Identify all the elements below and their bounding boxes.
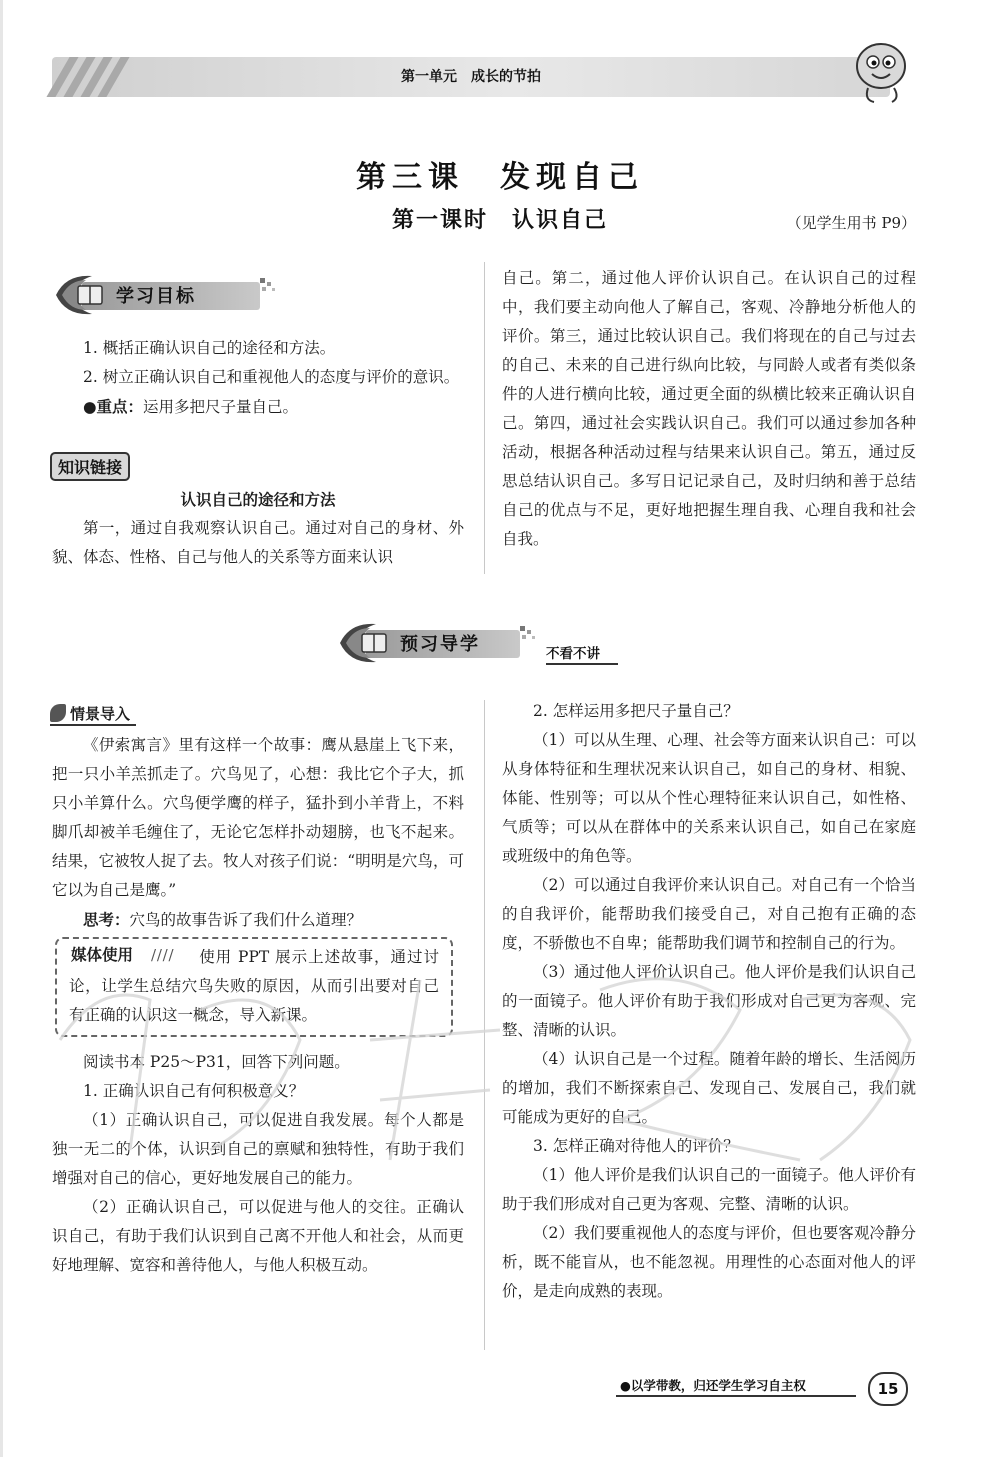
lesson-title: 第三课 发现自己 bbox=[356, 160, 644, 195]
banner-dots-icon bbox=[260, 278, 278, 296]
objectives-list bbox=[52, 334, 464, 422]
student-book-reference: （见学生用书 P9） bbox=[786, 214, 916, 232]
key-point bbox=[52, 392, 464, 422]
scene-intro-label: 情景导入 bbox=[70, 705, 131, 723]
answer-1-1: （1）正确认识自己，可以促进自我发展。每个人都是独一无二的个体，认识到自己的禀赋和独特性，有助于我们增强对自己的信心，更好地发展自己的能力。 bbox=[52, 1111, 464, 1187]
running-header bbox=[52, 57, 890, 97]
footer-rule bbox=[616, 1395, 856, 1397]
preview-banner-label: 预习导学 bbox=[400, 634, 480, 655]
think-label: 思考： bbox=[83, 910, 130, 929]
answer-3-1: （1）他人评价是我们认识自己的一面镜子。他人评价有助于我们形成对自己更为客观、完整、清晰的认识。 bbox=[502, 1166, 916, 1213]
question-3: 3. 怎样正确对待他人的评价？ bbox=[533, 1137, 739, 1155]
lesson-subtitle: 第一课时 认识自己 bbox=[391, 207, 608, 233]
key-point-text: 运用多把尺子量自己。 bbox=[143, 398, 299, 416]
objective-item-2: 2. 树立正确认识自己和重视他人的态度与评价的意识。 bbox=[83, 368, 460, 386]
knowledge-para-left bbox=[52, 514, 464, 572]
objectives-banner-label: 学习目标 bbox=[116, 286, 196, 307]
slash-decoration-icon: / / / / bbox=[151, 946, 172, 964]
unit-title: 第一单元 成长的节拍 bbox=[401, 69, 541, 85]
reading-left bbox=[52, 1048, 464, 1280]
page-number: 15 bbox=[868, 1372, 908, 1406]
book-emblem-icon bbox=[52, 272, 114, 318]
preview-note: 不看不讲 bbox=[546, 642, 618, 665]
mascot-icon bbox=[848, 36, 914, 106]
think-text: 穴鸟的故事告诉了我们什么道理？ bbox=[129, 911, 363, 929]
banner-dots-icon bbox=[520, 626, 538, 644]
column-divider-top bbox=[484, 262, 485, 574]
scene-intro-tag bbox=[50, 703, 136, 726]
media-usage-box bbox=[55, 937, 453, 1037]
media-usage-text: 使用 PPT 展示上述故事，通过讨论，让学生总结穴鸟失败的原因，从而引出要对自己有正确的认识这一概念，导入新课。 bbox=[69, 948, 439, 1024]
knowledge-para-right-text: 自己。第二，通过他人评价认识自己。在认识自己的过程中，我们要主动向他人了解自己，客观、冷静地分析他人的评价。第三，通过比较认识自己。我们将现在的自己与过去的自己、未来的自己进行纵向比较，与同龄人或者有类似条件的人进行横向比较，通过更全面的纵横比较来正确认识自己。第四，通过社会实践认识自己。我们可以通过参加各种活动，根据各种活动过程与结果来认识自己。第五，通过反思总结认识自己。多写日记记录自己，及时归纳和善于总结自己的优点与不足，更好地把握生理自我、心理自我和社会自我。 bbox=[502, 269, 916, 548]
reading-right bbox=[502, 697, 916, 1306]
scene-think bbox=[52, 905, 464, 935]
question-1: 1. 正确认识自己有何积极意义？ bbox=[83, 1082, 305, 1100]
knowledge-para-left-text: 第一，通过自我观察认识自己。通过对自己的身材、外貌、体态、性格、自己与他人的关系等方面来认识 bbox=[52, 519, 464, 566]
answer-3-2: （2）我们要重视他人的态度与评价，但也要客观冷静分析，既不能盲从，也不能忽视。用理性的心态面对他人的评价，是走向成熟的表现。 bbox=[502, 1224, 916, 1300]
objective-item-1: 1. 概括正确认识自己的途径和方法。 bbox=[83, 339, 336, 357]
footer-slogan: ●以学带教，归还学生学习自主权 bbox=[620, 1378, 806, 1393]
column-divider-bottom bbox=[484, 700, 485, 1350]
leaf-icon bbox=[50, 704, 66, 722]
preview-banner bbox=[336, 620, 520, 666]
knowledge-heading: 认识自己的途径和方法 bbox=[180, 490, 336, 509]
answer-2-4: （4）认识自己是一个过程。随着年龄的增长、生活阅历的增加，我们不断探索自己、发现自己、发展自己，我们就可能成为更好的自己。 bbox=[502, 1050, 916, 1126]
question-2: 2. 怎样运用多把尺子量自己？ bbox=[533, 702, 739, 720]
book-emblem-icon bbox=[336, 620, 398, 666]
scene-story-text: 《伊索寓言》里有这样一个故事：鹰从悬崖上飞下来，把一只小羊羔抓走了。穴鸟见了，心想：我比它个子大，抓只小羊算什么。穴鸟便学鹰的样子，猛扑到小羊背上，不料脚爪却被羊毛缠住了，无论它怎样扑动翅膀，也飞不起来。结果，它被牧人捉了去。牧人对孩子们说：“明明是穴鸟，可它以为自己是鹰。” bbox=[52, 736, 464, 899]
media-usage-label: 媒体使用 bbox=[71, 943, 137, 965]
answer-2-3: （3）通过他人评价认识自己。他人评价是我们认识自己的一面镜子。他人评价有助于我们形成对自己更为客观、完整、清晰的认识。 bbox=[502, 963, 916, 1039]
key-point-label: ●重点： bbox=[83, 397, 144, 416]
objectives-banner bbox=[52, 272, 260, 318]
knowledge-link-tag: 知识链接 bbox=[50, 452, 130, 481]
answer-2-2: （2）可以通过自我评价来认识自己。对自己有一个恰当的自我评价，能帮助我们接受自己，对自己抱有正确的态度，不骄傲也不自卑；能帮助我们调节和控制自己的行为。 bbox=[502, 876, 916, 952]
knowledge-para-right bbox=[502, 264, 916, 554]
answer-1-2: （2）正确认识自己，可以促进与他人的交往。正确认识自己，有助于我们认识到自己离不开他人和社会，从而更好地理解、宽容和善待他人，与他人积极互动。 bbox=[52, 1198, 464, 1274]
reading-instruction: 阅读书本 P25～P31，回答下列问题。 bbox=[83, 1053, 350, 1071]
answer-2-1: （1）可以从生理、心理、社会等方面来认识自己：可以从身体特征和生理状况来认识自己，如自己的身材、相貌、体能、性别等；可以从个性心理特征来认识自己，如性格、气质等；可以从在群体中的关系来认识自己，如自己在家庭或班级中的角色等。 bbox=[502, 731, 916, 865]
scene-story bbox=[52, 731, 464, 935]
